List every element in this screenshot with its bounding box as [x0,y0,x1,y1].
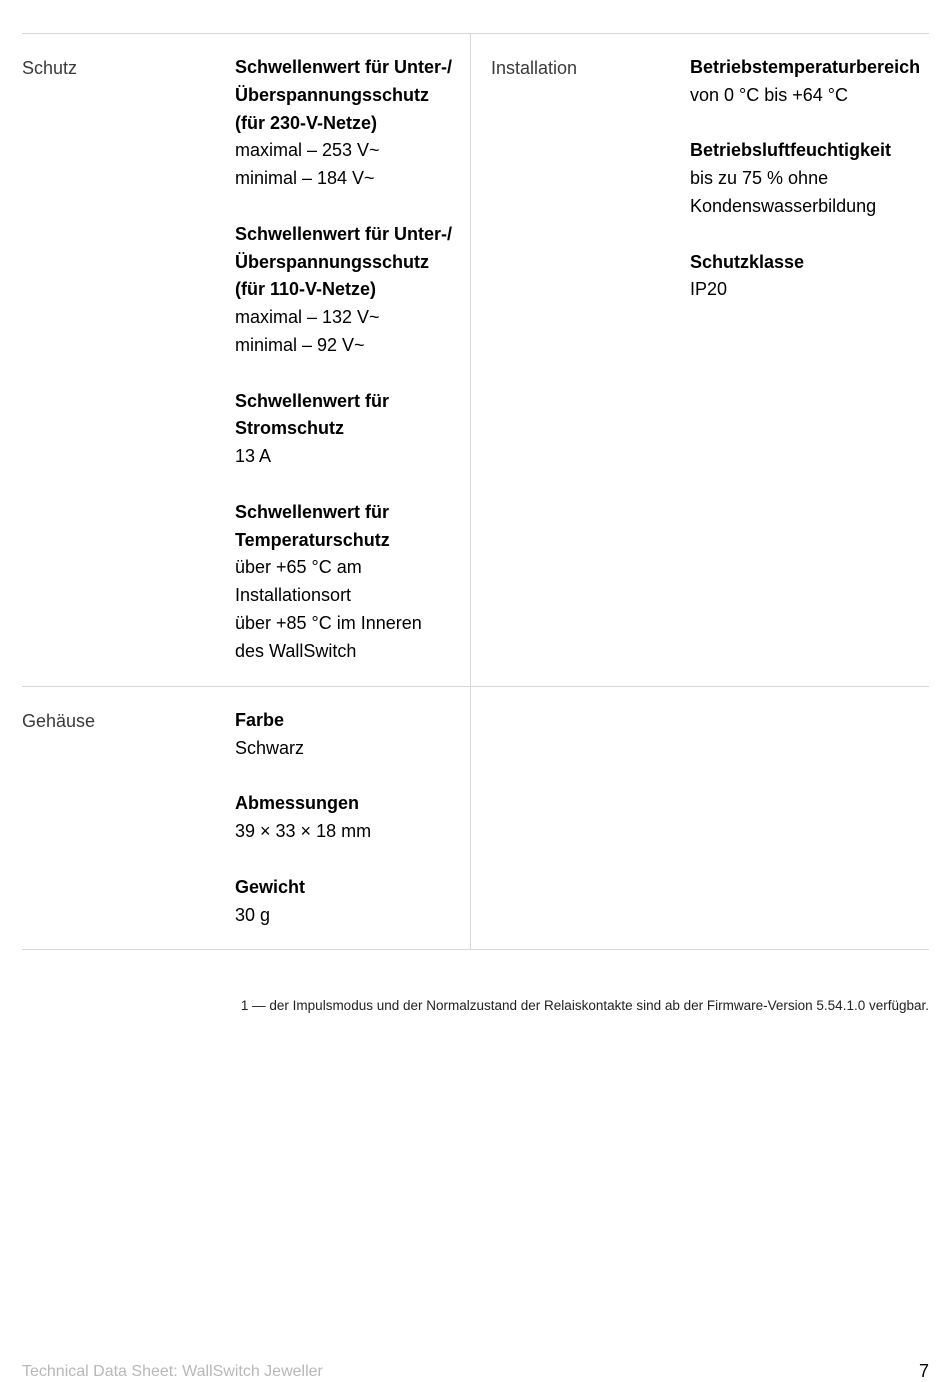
spec-list-schutz [235,54,467,666]
category-label-installation: Installation [491,58,578,78]
spec-value: von 0 °C bis +64 °C [690,84,848,105]
spec-item [235,499,467,666]
spec-item [690,137,929,220]
spec-item [235,874,467,930]
category-label-gehaeuse: Gehäuse [22,711,96,731]
category-label-schutz: Schutz [22,58,78,78]
spec-value: 39 × 33 × 18 mm [235,821,372,842]
spec-item [690,249,929,305]
table-divider [22,686,929,687]
spec-label: Gewicht [235,876,306,897]
spec-label: Schutzklasse [690,251,805,272]
spec-list-installation [690,54,929,304]
spec-label: Schwellenwert für Unter-/ Überspannungsschutz (für 110-V-Netze) [235,223,453,300]
spec-item [235,707,467,763]
spec-value: über +65 °C am Installationsort über +85 °C im Inneren des WallSwitch [235,557,422,661]
spec-item [690,54,929,110]
spec-label: Schwellenwert für Temperaturschutz [235,501,390,550]
table-divider [22,949,929,950]
spec-value: 30 g [235,904,271,925]
spec-label: Betriebstemperaturbereich [690,57,921,77]
footer-document-title: Technical Data Sheet: WallSwitch Jeweller [22,1363,323,1380]
spec-label: Abmessungen [235,793,360,814]
spec-value: maximal – 253 V~ minimal – 184 V~ [235,140,380,189]
table-divider [22,33,929,34]
footnote: 1 — der Impulsmodus und der Normalzustand der Relaiskontakte sind ab der Firmware-Version 5.54.1.0 verfügbar. [240,998,929,1013]
spec-label: Farbe [235,710,285,730]
spec-item [235,54,467,193]
spec-label: Schwellenwert für Stromschutz [235,390,390,439]
spec-item [235,221,467,360]
spec-value: bis zu 75 % ohne Kondenswasserbildung [690,168,877,216]
spec-list-gehaeuse [235,707,467,929]
page-number: 7 [918,1361,929,1381]
spec-value: maximal – 132 V~ minimal – 92 V~ [235,307,380,355]
spec-item [235,790,467,846]
spec-label: Schwellenwert für Unter-/ Überspannungsschutz (für 230-V-Netze) [235,57,453,133]
spec-value: IP20 [690,279,728,300]
spec-item [235,388,467,471]
spec-value: 13 A [235,446,272,467]
spec-value: Schwarz [235,737,305,758]
column-divider [470,33,471,950]
spec-label: Betriebsluftfeuchtigkeit [690,140,892,161]
